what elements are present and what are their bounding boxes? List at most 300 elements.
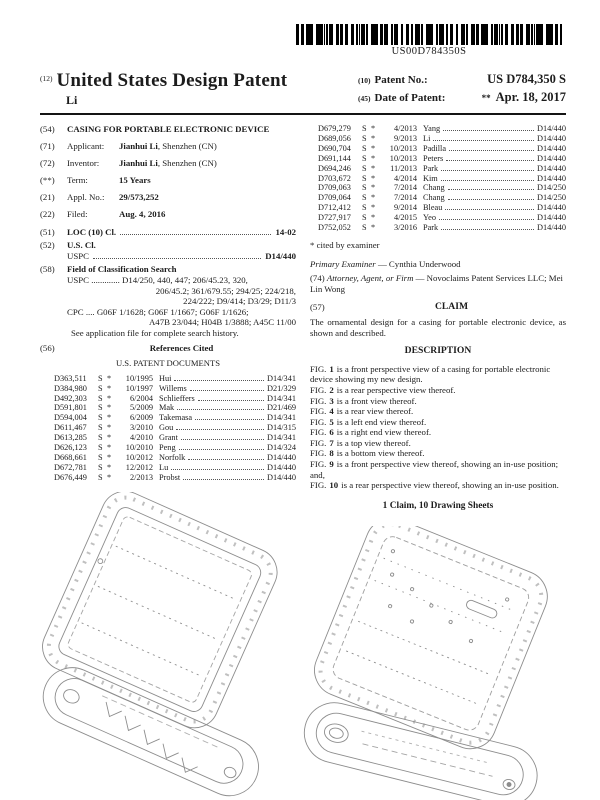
fig-label: FIG. <box>310 384 327 395</box>
citation-inventor: Probst <box>159 472 181 482</box>
citation-number: D703,672 <box>318 173 351 183</box>
citation-inventor: Chang <box>423 193 445 203</box>
citation-number: D672,781 <box>54 462 87 472</box>
citation-date: 7/2014 <box>393 193 417 203</box>
citation-row <box>54 394 296 404</box>
fig-number: 6 <box>329 427 334 438</box>
field-tag: (54) <box>40 124 55 134</box>
inventor-location: , Shenzhen (CN) <box>157 158 217 169</box>
fig-text: is a bottom view thereof. <box>336 448 425 459</box>
citation-examiner-star: * <box>371 153 376 163</box>
citation-row <box>54 463 296 473</box>
citation-inventor: Grant <box>159 433 178 443</box>
fig-text: is a left end view thereof. <box>336 416 427 427</box>
uspc-label: USPC <box>67 250 90 261</box>
citation-row <box>54 443 296 453</box>
fig-number: 7 <box>329 437 334 448</box>
fos-uspc-line3: 224/222; D9/414; D3/29; D11/3 <box>183 296 296 307</box>
citation-number: D363,511 <box>54 373 87 383</box>
field-tag: (72) <box>40 158 55 169</box>
citation-kind-code: S <box>362 193 367 203</box>
citation-row <box>318 124 566 134</box>
dotted-leader <box>441 229 534 230</box>
citation-number: D626,123 <box>54 443 87 453</box>
citation-class: D14/440 <box>536 153 566 163</box>
citation-examiner-star: * <box>371 213 376 223</box>
citation-date: 11/2013 <box>390 163 417 173</box>
citation-class: D21/469 <box>266 403 296 413</box>
dotted-leader <box>177 409 264 410</box>
applicant-label: Applicant: <box>67 141 105 152</box>
left-column <box>40 124 296 511</box>
fig-label: FIG. <box>310 416 327 427</box>
citation-date: 7/2014 <box>393 183 417 193</box>
header-divider <box>40 113 566 115</box>
citation-number: D611,467 <box>54 423 87 433</box>
inventor-line <box>67 158 296 169</box>
fig-number: 8 <box>329 448 334 459</box>
dotted-leader <box>179 449 264 450</box>
barcode-block <box>293 24 565 57</box>
fig-text: is a top view thereof. <box>336 437 411 448</box>
fig-text: is a rear perspective view thereof, showing an in-use position. <box>341 480 559 491</box>
citation-class: D14/440 <box>536 213 566 223</box>
citation-date: 10/1995 <box>125 373 153 383</box>
citation-examiner-star: * <box>107 383 112 393</box>
citation-examiner-star: * <box>371 193 376 203</box>
citation-inventor: Mak <box>159 403 175 413</box>
citation-kind-code: S <box>98 433 103 443</box>
citation-row <box>318 203 566 213</box>
attorney-label: Attorney, Agent, or Firm <box>326 273 414 284</box>
kind-code-tag: (12) <box>40 74 53 83</box>
us-cl-body <box>67 240 296 261</box>
citation-class: D14/440 <box>536 124 566 133</box>
citation-row <box>54 423 296 433</box>
applicant-name: Jianhui Li <box>119 141 158 152</box>
citation-inventor: Takemasa <box>159 413 193 423</box>
citation-table-left <box>54 374 296 483</box>
figure-description-list <box>310 364 566 491</box>
citation-kind-code: S <box>98 373 103 383</box>
figure-description-line <box>310 480 566 491</box>
section-title-54 <box>40 124 296 135</box>
citation-examiner-star: * <box>371 223 376 233</box>
citation-date: 9/2013 <box>393 133 417 143</box>
fos-note: See application file for complete search history. <box>71 327 239 338</box>
field-tag: (21) <box>40 192 55 203</box>
citation-kind-code: S <box>98 393 103 403</box>
fig-number: 5 <box>329 416 334 427</box>
fig-text: is a front view thereof. <box>336 395 417 406</box>
figure-description-line <box>310 417 566 428</box>
citation-kind-code: S <box>98 403 103 413</box>
citation-examiner-star: * <box>107 472 112 482</box>
fig-number: 10 <box>329 480 339 491</box>
citation-examiner-star: * <box>371 163 376 173</box>
citation-examiner-star: * <box>107 403 112 413</box>
front-perspective-svg <box>32 492 300 800</box>
citation-row <box>318 223 566 233</box>
citation-table-right <box>318 124 566 233</box>
uspc-line <box>67 251 296 262</box>
applicant-location: , Shenzhen (CN) <box>157 141 217 152</box>
date-tag: (45) <box>358 94 371 103</box>
citation-number: D712,412 <box>318 203 351 213</box>
citation-class: D14/440 <box>266 472 296 482</box>
citation-class: D14/341 <box>266 393 296 403</box>
citation-date: 9/2014 <box>393 203 417 213</box>
citation-class: D14/250 <box>536 183 566 193</box>
fig-text: is a front perspective view thereof, showing an in-use position; and, <box>310 459 559 480</box>
citation-date: 4/2013 <box>393 124 417 133</box>
figure-description-line <box>310 438 566 449</box>
citation-examiner-star: * <box>107 413 112 423</box>
citation-number: D709,064 <box>318 193 351 203</box>
citation-kind-code: S <box>362 213 367 223</box>
dotted-leader <box>433 140 534 141</box>
fos-uspc-line1: USPC ............. D14/250, 440, 447; 206/45.23, 320, <box>67 274 248 285</box>
citation-number: D694,246 <box>318 163 351 173</box>
rear-perspective-svg <box>300 526 568 800</box>
references-title: References Cited <box>149 342 214 353</box>
loc-line <box>67 227 296 238</box>
citation-number: D384,980 <box>54 383 87 393</box>
fig-label: FIG. <box>310 459 327 470</box>
applicant-line <box>67 141 296 152</box>
citation-examiner-star: * <box>107 452 112 462</box>
us-cl-label: U.S. Cl. <box>67 240 96 251</box>
citation-inventor: Hui <box>159 373 172 383</box>
fig-label: FIG. <box>310 406 327 417</box>
citation-class: D14/440 <box>536 133 566 143</box>
citation-class: D14/440 <box>266 462 296 472</box>
patent-date-line <box>358 90 566 105</box>
citation-kind-code: S <box>98 452 103 462</box>
citation-kind-code: S <box>362 223 367 233</box>
citation-class: D14/440 <box>536 173 566 183</box>
citation-number: D709,063 <box>318 183 351 193</box>
fig-text: is a rear perspective view thereof. <box>336 384 456 395</box>
dotted-leader <box>448 199 534 200</box>
citation-row <box>318 174 566 184</box>
fos-uspc-line2: 206/45.2; 361/679.55; 294/25; 224/218, <box>155 285 296 296</box>
filed-label: Filed: <box>67 209 88 220</box>
citation-date: 4/2015 <box>393 213 417 223</box>
citation-row <box>54 384 296 394</box>
loc-value: 14-02 <box>275 226 296 237</box>
section-field-of-search-58 <box>40 264 296 338</box>
field-tag: (57) <box>310 302 325 313</box>
term-line <box>67 175 296 186</box>
claim-title: CLAIM <box>434 301 469 313</box>
citation-kind-code: S <box>98 443 103 453</box>
appl-no-line <box>67 192 296 203</box>
citation-inventor: Yang <box>423 124 441 133</box>
dotted-leader <box>439 219 534 220</box>
figure-description-line <box>310 396 566 407</box>
header-left <box>40 70 287 108</box>
citation-row <box>318 183 566 193</box>
citation-class: D21/329 <box>266 383 296 393</box>
citation-date: 6/2009 <box>129 413 153 423</box>
citation-inventor: Lu <box>159 462 169 472</box>
citation-row <box>54 453 296 463</box>
fig-number: 2 <box>329 384 334 395</box>
citation-inventor: Schlieffers <box>159 393 195 403</box>
fos-cpc-line1: CPC .... G06F 1/1628; G06F 1/1667; G06F 1/1626; <box>67 306 249 317</box>
field-of-search-body <box>67 264 296 338</box>
citation-examiner-star: * <box>371 203 376 213</box>
patent-number-line <box>358 72 566 87</box>
citation-kind-code: S <box>362 143 367 153</box>
patent-no-label: Patent No.: <box>374 74 428 86</box>
section-references-56 <box>40 343 296 354</box>
fig-number: 1 <box>329 363 334 374</box>
citation-inventor: Li <box>423 133 431 143</box>
attorney-firm: — Novoclaims Patent Services LLC; Mei Lin Wong <box>310 273 563 294</box>
section-term <box>40 175 296 186</box>
term-label: Term: <box>67 175 88 186</box>
citation-date: 10/2013 <box>389 143 417 153</box>
term-value: 15 Years <box>119 175 151 186</box>
citation-class: D14/440 <box>536 203 566 213</box>
field-tag: (52) <box>40 240 55 251</box>
fos-cpc-line2: A47B 23/044; H04B 1/3888; A45C 11/00 <box>148 317 296 328</box>
header-right <box>358 70 566 108</box>
dotted-leader <box>190 390 264 391</box>
citation-inventor: Bleau <box>423 203 443 213</box>
citation-kind-code: S <box>98 413 103 423</box>
claim-text: The ornamental design for a casing for portable electronic device, as shown and described. <box>310 316 566 338</box>
citation-inventor: Yeo <box>423 213 436 223</box>
citation-inventor: Peters <box>423 153 444 163</box>
dotted-leader <box>183 479 264 480</box>
figure-description-line <box>310 448 566 459</box>
fig-text: is a rear view thereof. <box>336 406 414 417</box>
citation-number: D676,449 <box>54 472 87 482</box>
barcode-image <box>296 24 562 45</box>
citation-kind-code: S <box>362 124 367 133</box>
section-loc-51 <box>40 227 296 238</box>
figure-description-line <box>310 427 566 438</box>
citation-inventor: Gou <box>159 423 174 433</box>
citation-number: D492,303 <box>54 393 87 403</box>
citation-number: D594,004 <box>54 413 87 423</box>
description-heading: DESCRIPTION <box>404 345 472 357</box>
citation-number: D591,801 <box>54 403 87 413</box>
date-value: Apr. 18, 2017 <box>495 90 566 104</box>
citation-class: D14/250 <box>536 193 566 203</box>
claims-sheets-note: 1 Claim, 10 Drawing Sheets <box>382 500 494 511</box>
citation-inventor: Park <box>423 163 439 173</box>
dotted-leader <box>93 258 261 259</box>
citation-row <box>318 154 566 164</box>
citation-date: 5/2009 <box>129 403 153 413</box>
citation-examiner-star: * <box>371 183 376 193</box>
figure-drawing-front-perspective <box>32 492 300 800</box>
citation-row <box>318 164 566 174</box>
citation-examiner-star: * <box>371 143 376 153</box>
document-header <box>40 70 566 108</box>
citation-date: 6/2004 <box>129 393 153 403</box>
citation-examiner-star: * <box>107 423 112 433</box>
citation-inventor: Norfolk <box>159 452 186 462</box>
citation-row <box>54 433 296 443</box>
fig-label: FIG. <box>310 480 327 491</box>
citation-date: 10/1997 <box>125 383 153 393</box>
citation-kind-code: S <box>98 423 103 433</box>
citation-number: D668,661 <box>54 452 87 462</box>
citation-class: D14/440 <box>266 452 296 462</box>
citation-class: D14/341 <box>266 413 296 423</box>
fig-label: FIG. <box>310 363 327 374</box>
date-label: Date of Patent: <box>374 92 446 104</box>
drawing-sheet <box>0 492 600 800</box>
examiner-name: — Cynthia Underwood <box>377 258 461 269</box>
dotted-leader <box>449 150 534 151</box>
citation-examiner-star: * <box>107 373 112 383</box>
citation-row <box>318 213 566 223</box>
field-tag: (51) <box>40 226 55 237</box>
fig-label: FIG. <box>310 395 327 406</box>
claim-heading <box>310 302 566 313</box>
citation-inventor: Padilla <box>423 143 447 153</box>
citation-kind-code: S <box>98 462 103 472</box>
citation-row <box>318 144 566 154</box>
citation-examiner-star: * <box>107 462 112 472</box>
uspc-value: D14/440 <box>265 250 296 261</box>
citation-number: D679,279 <box>318 124 351 133</box>
dotted-leader <box>441 180 534 181</box>
term-extension-stars: ** <box>481 93 491 103</box>
citation-class: D14/341 <box>266 373 296 383</box>
citation-number: D689,056 <box>318 133 351 143</box>
citation-inventor: Willems <box>159 383 187 393</box>
cited-by-examiner-note: * cited by examiner <box>310 239 380 250</box>
fig-label: FIG. <box>310 427 327 438</box>
invention-title: CASING FOR PORTABLE ELECTRONIC DEVICE <box>67 124 270 134</box>
fig-label: FIG. <box>310 448 327 459</box>
citation-examiner-star: * <box>107 393 112 403</box>
citation-date: 10/2012 <box>125 452 153 462</box>
figure-description-line <box>310 364 566 385</box>
dotted-leader <box>198 400 264 401</box>
us-patent-documents-heading: U.S. PATENT DOCUMENTS <box>115 358 221 369</box>
citation-row <box>54 374 296 384</box>
citation-class: D14/440 <box>536 163 566 173</box>
citation-kind-code: S <box>362 133 367 143</box>
citation-row <box>54 473 296 483</box>
citation-class: D14/324 <box>266 443 296 453</box>
section-us-cl-52 <box>40 240 296 261</box>
citation-number: D752,052 <box>318 223 351 233</box>
citation-number: D727,917 <box>318 213 351 223</box>
appl-no-label: Appl. No.: <box>67 192 105 203</box>
appl-no-value: 29/573,252 <box>119 192 159 203</box>
citation-examiner-star: * <box>107 433 112 443</box>
fig-text: is a right end view thereof. <box>336 427 432 438</box>
section-appl-no-21 <box>40 192 296 203</box>
citation-examiner-star: * <box>107 443 112 453</box>
citation-date: 2/2013 <box>129 472 153 482</box>
citation-date: 3/2010 <box>129 423 153 433</box>
figure-description-line <box>310 385 566 396</box>
right-column <box>310 124 566 511</box>
fig-text: is a front perspective view of a casing for portable electronic device showing my new design. <box>310 363 551 385</box>
inventor-surname: Li <box>66 93 78 107</box>
citation-class: D14/341 <box>266 433 296 443</box>
dotted-leader <box>446 160 534 161</box>
patent-no-tag: (10) <box>358 76 371 85</box>
fig-number: 4 <box>329 406 334 417</box>
field-tag: (56) <box>40 342 55 353</box>
citation-date: 12/2012 <box>125 462 153 472</box>
biblio-columns <box>40 124 566 511</box>
loc-label: LOC (10) Cl. <box>67 226 117 237</box>
citation-inventor: Peng <box>159 443 176 453</box>
filed-value: Aug. 4, 2016 <box>119 209 166 220</box>
examiner-label: Primary Examiner <box>310 258 376 269</box>
citation-date: 3/2016 <box>393 223 417 233</box>
citation-inventor: Chang <box>423 183 445 193</box>
citation-kind-code: S <box>362 183 367 193</box>
primary-examiner-line <box>310 259 566 270</box>
citation-kind-code: S <box>362 203 367 213</box>
attorney-tag: (74) <box>310 273 325 284</box>
dotted-leader <box>176 429 264 430</box>
citation-row <box>318 193 566 203</box>
citation-number: D691,144 <box>318 153 351 163</box>
inventor-label: Inventor: <box>67 158 100 169</box>
field-of-search-label: Field of Classification Search <box>67 264 177 275</box>
fig-label: FIG. <box>310 437 327 448</box>
figure-drawing-rear-perspective <box>300 526 568 800</box>
section-inventor-72 <box>40 158 296 169</box>
citation-class: D14/440 <box>536 223 566 233</box>
citation-kind-code: S <box>362 173 367 183</box>
citation-kind-code: S <box>98 472 103 482</box>
inventor-name: Jianhui Li <box>119 158 158 169</box>
citation-inventor: Kim <box>423 173 438 183</box>
citation-row <box>318 134 566 144</box>
attorney-line <box>310 273 566 294</box>
citation-inventor: Park <box>423 223 439 233</box>
citation-date: 4/2014 <box>393 173 417 183</box>
fig-number: 9 <box>329 459 334 470</box>
dotted-leader <box>441 170 534 171</box>
citation-date: 4/2010 <box>129 433 153 443</box>
field-tag: (71) <box>40 141 55 152</box>
field-tag: (58) <box>40 264 55 275</box>
dotted-leader <box>448 189 534 190</box>
dotted-leader <box>171 469 264 470</box>
dotted-leader <box>181 439 264 440</box>
patent-no-value: US D784,350 S <box>487 72 566 86</box>
citation-date: 10/2013 <box>389 153 417 163</box>
citation-number: D690,704 <box>318 143 351 153</box>
section-applicant-71 <box>40 141 296 152</box>
citation-class: D14/440 <box>536 143 566 153</box>
citation-kind-code: S <box>362 163 367 173</box>
fig-number: 3 <box>329 395 334 406</box>
citation-kind-code: S <box>98 383 103 393</box>
section-filed-22 <box>40 209 296 220</box>
dotted-leader <box>445 209 534 210</box>
figure-description-line <box>310 406 566 417</box>
citation-examiner-star: * <box>371 124 376 133</box>
field-tag: (**) <box>40 175 55 186</box>
